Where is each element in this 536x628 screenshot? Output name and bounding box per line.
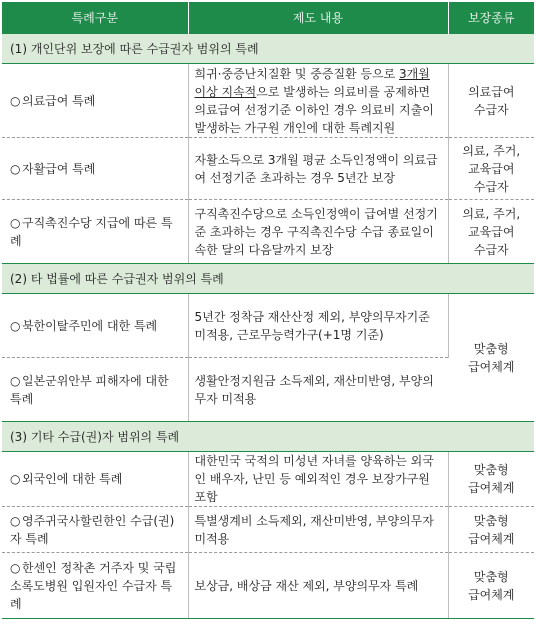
coverage-cell	[448, 553, 534, 619]
bullet-icon: ○	[10, 472, 21, 486]
category-cell	[2, 200, 188, 264]
bullet-icon: ○	[10, 215, 21, 230]
header-row	[2, 2, 534, 34]
header-description: 제도 내용	[188, 2, 448, 34]
coverage-label: 맞춤형 급여체계	[468, 513, 515, 546]
table-row	[2, 200, 534, 264]
category-cell	[2, 64, 188, 138]
description-cell: 구직촉진수당으로 소득인정액이 급여별 선정기준 초과하는 경우 구직촉진수당 수급 종료일이 속한 달의 다음달까지 보장	[188, 200, 448, 264]
category-label: 자활급여 특례	[22, 161, 96, 176]
section-title: (3) 기타 수급(권)자 범위의 특례	[2, 422, 534, 452]
bullet-icon: ○	[10, 560, 21, 575]
section-row	[2, 422, 534, 452]
coverage-cell	[448, 294, 534, 422]
table-row	[2, 138, 534, 200]
description-cell: 특별생계비 소득제외, 재산미반영, 부양의무자 미적용	[188, 507, 448, 553]
category-label: 한센인 정착촌 거주자 및 국립소록도병원 입원자인 수급자 특례	[10, 560, 177, 611]
coverage-cell	[448, 138, 534, 200]
description-underlined-text: 3개월 이상 지속적	[194, 66, 430, 99]
table-header	[2, 2, 534, 34]
bullet-icon: ○	[10, 513, 21, 528]
category-label: 구직촉진수당 지급에 따른 특례	[10, 215, 173, 248]
coverage-cell	[448, 200, 534, 264]
section-title: (1) 개인단위 보장에 따른 수급권자 범위의 특례	[2, 34, 534, 64]
description-cell: 대한민국 국적의 미성년 자녀를 양육하는 외국인 배우자, 난민 등 예외적인 경우 보장가구원 포함	[188, 452, 448, 507]
category-label: 영주귀국사할린한인 수급(권)자 특례	[10, 513, 175, 546]
benefit-exception-table	[2, 2, 534, 619]
coverage-cell	[448, 64, 534, 138]
coverage-label: 맞춤형 급여체계	[468, 569, 515, 602]
description-cell: 생활안정지원금 소득제외, 재산미반영, 부양의무자 미적용	[188, 358, 448, 422]
section-row	[2, 34, 534, 64]
category-cell	[2, 138, 188, 200]
category-label: 의료급여 특례	[22, 93, 96, 108]
coverage-label: 의료, 주거, 교육급여 수급자	[462, 143, 521, 194]
table-row	[2, 64, 534, 138]
description-cell: 자활소득으로 3개월 평균 소득인정액이 의료급여 선정기준 초과하는 경우 5년간 보장	[188, 138, 448, 200]
table-row	[2, 452, 534, 507]
table-row	[2, 294, 534, 358]
description-text: 으로 발생하는 의료비를 공제하면 의료급여 선정기준 이하인 경우 의료비 지출이 발생하는 가구원 개인에 대한 특례지원	[194, 84, 434, 135]
category-cell	[2, 553, 188, 619]
category-cell	[2, 452, 188, 507]
section-title: (2) 타 법률에 따른 수급권자 범위의 특례	[2, 264, 534, 294]
header-coverage: 보장종류	[448, 2, 534, 34]
description-cell	[188, 64, 448, 138]
coverage-label: 의료급여 수급자	[468, 84, 515, 117]
benefit-exception-table-container	[0, 2, 536, 628]
category-label: 북한이탈주민에 대한 특례	[22, 318, 158, 333]
bullet-icon: ○	[10, 161, 21, 176]
coverage-cell	[448, 507, 534, 553]
description-cell: 보상금, 배상금 재산 제외, 부양의무자 특례	[188, 553, 448, 619]
bullet-icon: ○	[10, 318, 21, 333]
coverage-label: 맞춤형 급여체계	[468, 463, 515, 495]
coverage-cell	[448, 452, 534, 507]
coverage-label: 맞춤형 급여체계	[468, 341, 515, 374]
category-cell	[2, 507, 188, 553]
coverage-label: 의료, 주거, 교육급여 수급자	[462, 206, 521, 257]
description-cell: 5년간 정착금 재산산정 제외, 부양의무자기준 미적용, 근로무능력가구(+1명 기준)	[188, 294, 448, 358]
section-row	[2, 264, 534, 294]
table-row	[2, 507, 534, 553]
header-category: 특례구분	[2, 2, 188, 34]
category-cell	[2, 294, 188, 358]
description-text: 희귀·중증난치질환 및 중증질환 등으로	[194, 66, 400, 81]
category-label: 외국인에 대한 특례	[22, 472, 123, 486]
table-row	[2, 553, 534, 619]
category-label: 일본군위안부 피해자에 대한 특례	[10, 373, 169, 406]
bullet-icon: ○	[10, 373, 21, 388]
category-cell	[2, 358, 188, 422]
bullet-icon: ○	[10, 93, 21, 108]
